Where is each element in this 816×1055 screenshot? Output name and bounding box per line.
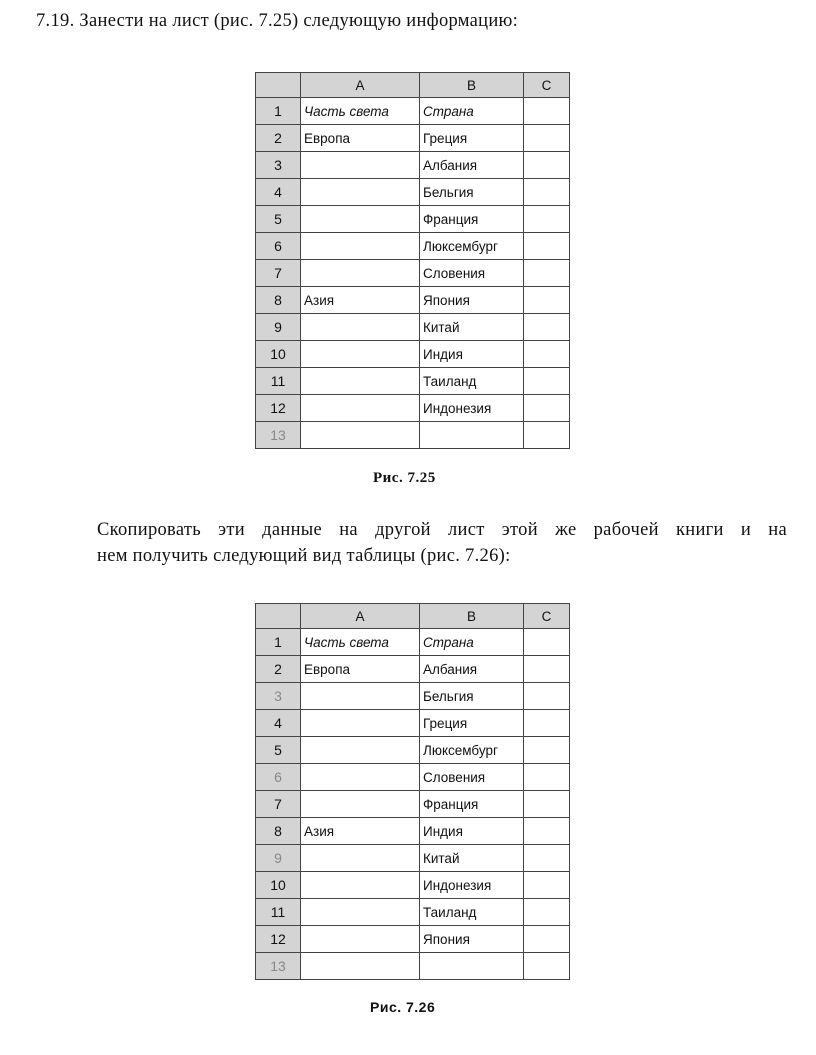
- row-header: 1: [256, 629, 301, 656]
- cell-c: [524, 629, 570, 656]
- row-header: 13: [256, 953, 301, 980]
- cell-b: Люксембург: [420, 233, 524, 260]
- cell-b: Индия: [420, 818, 524, 845]
- row-header: 13: [256, 422, 301, 449]
- row-header: 11: [256, 368, 301, 395]
- column-header-a: A: [301, 73, 420, 98]
- cell-b: [420, 953, 524, 980]
- cell-b: Греция: [420, 710, 524, 737]
- cell-b: Таиланд: [420, 368, 524, 395]
- table-row: [256, 845, 570, 872]
- table-row: [256, 152, 570, 179]
- table-row: [256, 953, 570, 980]
- cell-b: Албания: [420, 152, 524, 179]
- cell-b: Япония: [420, 926, 524, 953]
- row-header: 10: [256, 872, 301, 899]
- table-row: [256, 818, 570, 845]
- cell-c: [524, 953, 570, 980]
- cell-a: Азия: [301, 287, 420, 314]
- table-row: [256, 314, 570, 341]
- cell-a: Европа: [301, 125, 420, 152]
- cell-b: Бельгия: [420, 179, 524, 206]
- row-header: 3: [256, 683, 301, 710]
- cell-c: [524, 260, 570, 287]
- cell-c: [524, 710, 570, 737]
- row-header: 7: [256, 260, 301, 287]
- column-header-a: A: [301, 604, 420, 629]
- row-header: 2: [256, 125, 301, 152]
- cell-c: [524, 683, 570, 710]
- table-row: [256, 737, 570, 764]
- row-header: 7: [256, 791, 301, 818]
- cell-b: Словения: [420, 260, 524, 287]
- cell-c: [524, 791, 570, 818]
- cell-a: [301, 422, 420, 449]
- cell-c: [524, 872, 570, 899]
- cell-b: Япония: [420, 287, 524, 314]
- table-row: [256, 341, 570, 368]
- cell-c: [524, 98, 570, 125]
- row-header: 9: [256, 314, 301, 341]
- cell-c: [524, 926, 570, 953]
- spreadsheet-figure-7-25: [255, 72, 570, 449]
- table-row: [256, 872, 570, 899]
- table-row: [256, 260, 570, 287]
- corner-cell: [256, 604, 301, 629]
- cell-a: [301, 953, 420, 980]
- corner-cell: [256, 73, 301, 98]
- cell-a: [301, 314, 420, 341]
- cell-c: [524, 125, 570, 152]
- figure-caption-7-25: Рис. 7.25: [373, 470, 436, 486]
- sheet-body: [256, 98, 570, 449]
- table-row: [256, 233, 570, 260]
- cell-c: [524, 152, 570, 179]
- cell-a: [301, 683, 420, 710]
- cell-b: Индия: [420, 341, 524, 368]
- cell-a: [301, 845, 420, 872]
- row-header: 2: [256, 656, 301, 683]
- cell-a: [301, 179, 420, 206]
- cell-b: Греция: [420, 125, 524, 152]
- row-header: 9: [256, 845, 301, 872]
- table-row: [256, 791, 570, 818]
- cell-a: [301, 341, 420, 368]
- cell-c: [524, 818, 570, 845]
- row-header: 8: [256, 818, 301, 845]
- row-header: 4: [256, 179, 301, 206]
- table-row: [256, 710, 570, 737]
- cell-a: Часть света: [301, 629, 420, 656]
- cell-a: [301, 395, 420, 422]
- cell-c: [524, 206, 570, 233]
- column-header-c: C: [524, 73, 570, 98]
- cell-b: Бельгия: [420, 683, 524, 710]
- row-header: 12: [256, 926, 301, 953]
- cell-c: [524, 179, 570, 206]
- table-row: [256, 206, 570, 233]
- column-header-row: [256, 73, 570, 98]
- row-header: 6: [256, 764, 301, 791]
- copy-text-line-1: Скопировать эти данные на другой лист этой же рабочей книги и на: [97, 520, 787, 540]
- row-header: 3: [256, 152, 301, 179]
- table-row: [256, 629, 570, 656]
- cell-c: [524, 368, 570, 395]
- table-row: [256, 98, 570, 125]
- cell-c: [524, 395, 570, 422]
- cell-b: Китай: [420, 845, 524, 872]
- cell-b: Албания: [420, 656, 524, 683]
- table-row: [256, 764, 570, 791]
- cell-a: [301, 791, 420, 818]
- row-header: 10: [256, 341, 301, 368]
- table-row: [256, 395, 570, 422]
- row-header: 5: [256, 206, 301, 233]
- cell-c: [524, 287, 570, 314]
- sheet-body: [256, 629, 570, 980]
- cell-a: [301, 710, 420, 737]
- table-row: [256, 368, 570, 395]
- cell-a: Часть света: [301, 98, 420, 125]
- cell-b: Словения: [420, 764, 524, 791]
- cell-b: Люксембург: [420, 737, 524, 764]
- copy-instruction-text: [97, 517, 787, 569]
- cell-a: [301, 368, 420, 395]
- cell-b: Страна: [420, 98, 524, 125]
- cell-c: [524, 233, 570, 260]
- table-row: [256, 422, 570, 449]
- spreadsheet-figure-7-26: [255, 603, 570, 980]
- row-header: 11: [256, 899, 301, 926]
- cell-a: [301, 206, 420, 233]
- cell-c: [524, 899, 570, 926]
- figure-caption-7-26: Рис. 7.26: [370, 999, 436, 1015]
- cell-b: Индонезия: [420, 872, 524, 899]
- row-header: 6: [256, 233, 301, 260]
- cell-a: [301, 926, 420, 953]
- cell-a: [301, 233, 420, 260]
- table-row: [256, 899, 570, 926]
- table-row: [256, 287, 570, 314]
- cell-a: Европа: [301, 656, 420, 683]
- column-header-b: B: [420, 604, 524, 629]
- cell-b: Франция: [420, 206, 524, 233]
- cell-c: [524, 314, 570, 341]
- table-row: [256, 926, 570, 953]
- cell-a: [301, 260, 420, 287]
- row-header: 1: [256, 98, 301, 125]
- cell-c: [524, 341, 570, 368]
- table-row: [256, 656, 570, 683]
- row-header: 8: [256, 287, 301, 314]
- table-row: [256, 179, 570, 206]
- cell-c: [524, 764, 570, 791]
- cell-c: [524, 845, 570, 872]
- cell-a: [301, 764, 420, 791]
- cell-a: Азия: [301, 818, 420, 845]
- cell-a: [301, 152, 420, 179]
- column-header-row: [256, 604, 570, 629]
- row-header: 4: [256, 710, 301, 737]
- row-header: 12: [256, 395, 301, 422]
- cell-a: [301, 737, 420, 764]
- copy-text-line-2: нем получить следующий вид таблицы (рис. 7.26):: [97, 546, 511, 566]
- table-row: [256, 683, 570, 710]
- cell-b: Таиланд: [420, 899, 524, 926]
- cell-c: [524, 422, 570, 449]
- cell-a: [301, 872, 420, 899]
- cell-b: Китай: [420, 314, 524, 341]
- table-row: [256, 125, 570, 152]
- row-header: 5: [256, 737, 301, 764]
- cell-b: [420, 422, 524, 449]
- task-text: 7.19. Занести на лист (рис. 7.25) следующую информацию:: [36, 11, 519, 31]
- column-header-c: C: [524, 604, 570, 629]
- cell-c: [524, 737, 570, 764]
- column-header-b: B: [420, 73, 524, 98]
- cell-b: Индонезия: [420, 395, 524, 422]
- cell-b: Страна: [420, 629, 524, 656]
- cell-c: [524, 656, 570, 683]
- cell-a: [301, 899, 420, 926]
- cell-b: Франция: [420, 791, 524, 818]
